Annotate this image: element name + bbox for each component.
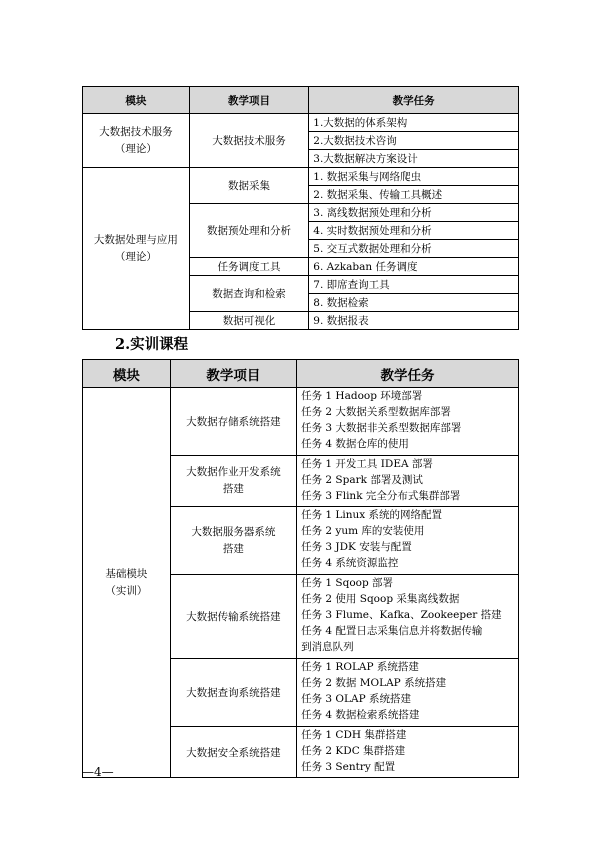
task-line: 任务 2 大数据关系型数据库部署 bbox=[301, 406, 451, 418]
project-cell: 大数据服务器系统 搭建 bbox=[170, 507, 296, 575]
task-line: 任务 2 KDC 集群搭建 bbox=[301, 745, 406, 757]
table-row bbox=[83, 114, 519, 132]
task-line: 任务 1 CDH 集群搭建 bbox=[301, 729, 407, 741]
project-cell: 大数据查询系统搭建 bbox=[170, 659, 296, 727]
task-line: 任务 3 Sentry 配置 bbox=[301, 761, 396, 773]
task-line: 任务 1 Sqoop 部署 bbox=[301, 577, 394, 589]
task-cell: 6. Azkaban 任务调度 bbox=[309, 258, 519, 276]
task-cell: 8. 数据检索 bbox=[309, 294, 519, 312]
task-line: 任务 3 Flume、Kafka、Zookeeper 搭建 bbox=[301, 609, 502, 621]
task-line: 任务 1 Hadoop 环境部署 bbox=[301, 390, 423, 402]
table-row bbox=[83, 168, 519, 186]
page-number: —4— bbox=[82, 765, 114, 779]
header-project: 教学项目 bbox=[170, 360, 296, 388]
task-line: 任务 4 数据仓库的使用 bbox=[301, 438, 409, 450]
task-line: 任务 4 系统资源监控 bbox=[301, 557, 399, 569]
task-cell bbox=[297, 388, 519, 456]
task-line: 任务 4 配置日志采集信息并将数据传输 bbox=[301, 625, 483, 637]
task-line: 任务 1 Linux 系统的网络配置 bbox=[301, 509, 443, 521]
theory-course-table bbox=[82, 86, 519, 330]
project-cell: 大数据存储系统搭建 bbox=[170, 388, 296, 456]
task-cell: 1. 数据采集与网络爬虫 bbox=[309, 168, 519, 186]
task-line: 任务 4 数据检索系统搭建 bbox=[301, 709, 420, 721]
project-cell: 大数据安全系统搭建 bbox=[170, 727, 296, 778]
project-cell: 数据可视化 bbox=[189, 312, 309, 330]
header-project: 教学项目 bbox=[189, 87, 309, 114]
header-task: 教学任务 bbox=[297, 360, 519, 388]
task-line: 任务 2 使用 Sqoop 采集离线数据 bbox=[301, 593, 460, 605]
project-cell: 任务调度工具 bbox=[189, 258, 309, 276]
task-line: 任务 2 Spark 部署及测试 bbox=[301, 474, 423, 486]
task-cell: 3. 离线数据预处理和分析 bbox=[309, 204, 519, 222]
task-line: 任务 3 Flink 完全分布式集群部署 bbox=[301, 490, 461, 502]
module-cell: 大数据技术服务 （理论） bbox=[83, 114, 190, 168]
task-line: 任务 1 ROLAP 系统搭建 bbox=[301, 661, 419, 673]
task-cell bbox=[297, 456, 519, 507]
task-cell: 1.大数据的体系架构 bbox=[309, 114, 519, 132]
task-cell bbox=[297, 507, 519, 575]
table-header-row bbox=[83, 87, 519, 114]
task-line: 任务 2 数据 MOLAP 系统搭建 bbox=[301, 677, 447, 689]
task-cell: 5. 交互式数据处理和分析 bbox=[309, 240, 519, 258]
project-cell: 大数据作业开发系统 搭建 bbox=[170, 456, 296, 507]
task-line: 任务 2 yum 库的安装使用 bbox=[301, 525, 425, 537]
task-line: 任务 3 JDK 安装与配置 bbox=[301, 541, 412, 553]
project-cell: 数据预处理和分析 bbox=[189, 204, 309, 258]
project-cell: 数据查询和检索 bbox=[189, 276, 309, 312]
task-cell: 2. 数据采集、传输工具概述 bbox=[309, 186, 519, 204]
project-cell: 数据采集 bbox=[189, 168, 309, 204]
task-cell: 3.大数据解决方案设计 bbox=[309, 150, 519, 168]
task-cell bbox=[297, 659, 519, 727]
task-cell: 9. 数据报表 bbox=[309, 312, 519, 330]
project-cell: 大数据传输系统搭建 bbox=[170, 575, 296, 659]
task-cell bbox=[297, 727, 519, 778]
header-module: 模块 bbox=[83, 87, 190, 114]
project-cell: 大数据技术服务 bbox=[189, 114, 309, 168]
section-heading: 2.实训课程 bbox=[115, 336, 189, 353]
task-line: 任务 3 OLAP 系统搭建 bbox=[301, 693, 411, 705]
task-cell bbox=[297, 575, 519, 659]
header-module: 模块 bbox=[83, 360, 171, 388]
table-row bbox=[83, 388, 519, 456]
table-header-row bbox=[83, 360, 519, 388]
task-cell: 7. 即席查询工具 bbox=[309, 276, 519, 294]
module-cell: 大数据处理与应用 （理论） bbox=[83, 168, 190, 330]
module-cell: 基础模块 （实训） bbox=[83, 388, 171, 778]
task-cell: 4. 实时数据预处理和分析 bbox=[309, 222, 519, 240]
practical-course-table bbox=[82, 359, 519, 778]
task-line: 到消息队列 bbox=[301, 641, 354, 653]
task-cell: 2.大数据技术咨询 bbox=[309, 132, 519, 150]
header-task: 教学任务 bbox=[309, 87, 519, 114]
task-line: 任务 1 开发工具 IDEA 部署 bbox=[301, 458, 433, 470]
task-line: 任务 3 大数据非关系型数据库部署 bbox=[301, 422, 462, 434]
